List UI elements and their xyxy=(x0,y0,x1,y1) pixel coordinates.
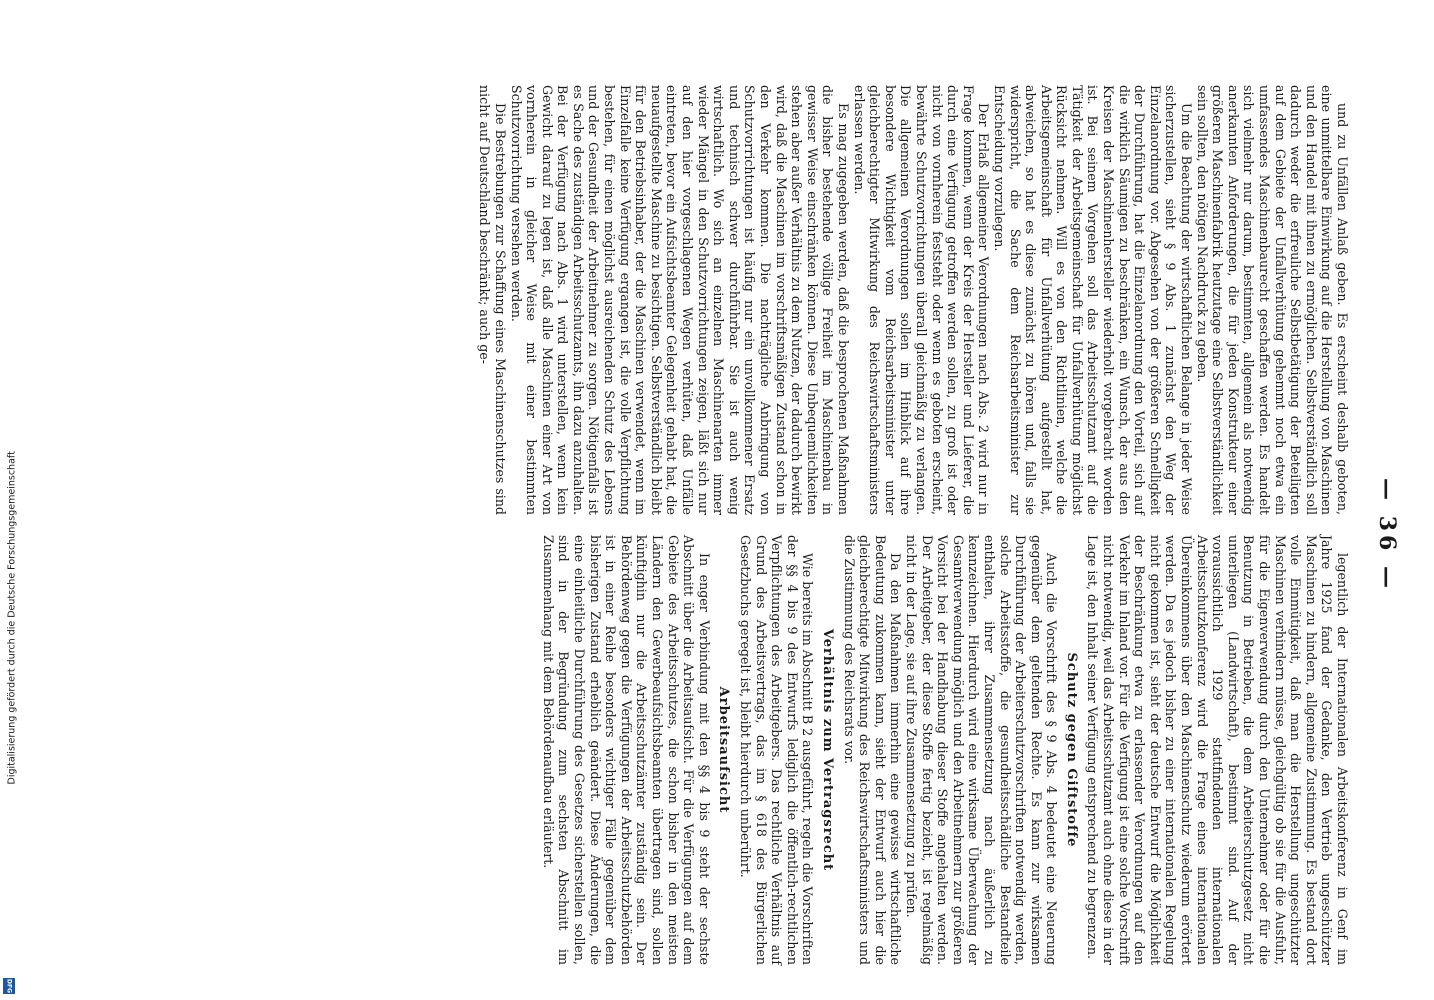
paragraph: Wie bereits im Abschnitt B 2 ausgeführt, regeln die Vorschriften der §§ 4 bis 9 des Entwurfs lediglich die öffentlich-rechtlichen Verpflichtungen des Arbeitgebers. Das rechtliche Verhältnis auf Grund des Arbeitsvertrags, das im § 618 des Bürgerlichen Gesetzbuchs geregelt ist, bleibt hierdurch unberührt. xyxy=(738,535,816,965)
section-heading: Verhältnis zum Vertragsrecht xyxy=(820,628,835,872)
paragraph: Es mag zugegeben werden, daß die besprochenen Maßnahmen die bisher bestehende völlige Freiheit im Maschinenbau in gewisser Weise einschränken können. Diese Unbequemlichkeiten stehen aber außer Verhältnis zu dem Nutzen, der dadurch bewirkt wird, daß die Maschinen im vorschriftsmäßigen Zustand schon in den Verkehr kommen. Die nachträgliche Anbringung von Schutzvorrichtungen ist häufig nur ein unvollkommener Ersatz und technisch schwer durchführbar. Sie ist auch wenig wirtschaftlich. Wo sich an einzelnen Maschinenarten immer wieder Mängel in den Schutzvorrichtungen zeigen, läßt sich nur auf den hier vorgeschlagenen Wegen verhüten, daß Unfälle eintreten, bevor ein Aufsichtsbeamter Gelegenheit gehabt hat, die neuaufgestellte Maschine zu besichtigen. Selbstverständlich bleibt für den Betriebsinhaber, der die Maschinen verwendet, wenn im Einzelfalle keine Verfügung ergangen ist, die volle Verpflichtung bestehen, für einen möglichst ausreichenden Schutz des Lebens und der Gesundheit der Arbeitnehmer zu sorgen. Nötigenfalls ist es Sache des zuständigen Arbeitsschutzamts, ihn dazu anzuhalten. Bei der Verfügung nach Abs. 1 wird unterstellen, wenn kein Gewicht darauf zu legen ist, daß alle Maschinen einer Art von vornherein in gleicher Weise mit einer bestimmten Schutzvorrichtung versehen werden. xyxy=(508,85,851,515)
paragraph: Um die Beachtung der wirtschaftlichen Belange in jeder Weise sicherzustellen, sieht § 9 Abs. 1 zunächst den Weg der Einzelanordnung vor. Abgesehen von der größeren Schnelligkeit der Durchführung, hat die Einzelanordnung den Vorteil, sich auf die wirklich Säumigen zu beschränken, ein Wunsch, der aus den Kreisen der Maschinenhersteller wiederholt vorgebracht worden ist. Bei seinem Vorgehen soll das Arbeitsschutzamt auf die Tätigkeit der Arbeitsgemeinschaft für Unfallverhütung möglichst Rücksicht nehmen. Will es von den Richtlinien, welche die Arbeitsgemeinschaft für Unfallverhütung aufgestellt hat, abweichen, so hat es diese zunächst zu hören und, falls sie widerspricht, die Sache dem Reichsarbeitsminister zur Entscheidung vorzulegen. xyxy=(991,85,1195,515)
left-column xyxy=(477,85,1350,515)
page-number: — 36 — xyxy=(1374,478,1400,592)
right-column xyxy=(540,535,1350,965)
paragraph: Die Bestrebungen zur Schaffung eines Maschinenschutzes sind nicht auf Deutschland beschränkt; auch ge- xyxy=(477,85,508,515)
digitization-credit xyxy=(2,0,18,1000)
paragraph: legentlich der Internationalen Arbeitskonferenz in Genf im Jahre 1925 fand der Gedanke, den Vertrieb ungeschützter Maschinen zu hindern, allgemeine Zustimmung. Es bestand dort volle Einmütigkeit, daß man die Herstellung ungeschützter Maschinen verhindern müsse, gleichgültig ob sie für die Ausfuhr, für die Eigenverwendung durch den Unternehmer oder für die Benutzung in Betrieben, die dem Arbeiterschutzgesetz nicht unterliegen (Landwirtschaft), bestimmt sind. Auf der voraussichtlich 1929 stattfindenden internationalen Arbeitsschutzkonferenz wird die Frage eines internationalen Übereinkommens über den Maschinenschutz wiederum erörtert werden. Da es jedoch bisher zu einer internationalen Regelung nicht gekommen ist, sieht der deutsche Entwurf die Möglichkeit der Beschränkung etwa zu erlassender Verordnungen auf den Verkehr im Inland vor. Für die Verfügung ist eine solche Vorschrift nicht notwendig, weil das Arbeitsschutzamt auch ohne diese in der Lage ist, den Inhalt seiner Verfügung entsprechend zu begrenzen. xyxy=(1085,535,1350,965)
paragraph: In enger Verbindung mit den §§ 4 bis 9 steht der sechste Abschnitt über die Arbeitsaufsicht. Für die Verfügungen auf dem Gebiete des Arbeitsschutzes, die schon bisher in den meisten Ländern den Gewerbeaufsichtsbeamten übertragen sind, sollen künftighin nur die Arbeitsschutzämter zuständig sein. Der Behördenweg gegen die Verfügungen der Arbeitsschutzbehörden ist in einer Reihe besonders wichtiger Fälle gegenüber dem bisherigen Zustand erheblich geändert. Diese Änderungen, die eine einheitliche Durchführung des Gesetzes sicherstellen sollen, sind in der Begründung zum sechsten Abschnitt im Zusammenhang mit dem Behördenaufbau erläutert. xyxy=(540,535,712,965)
paragraph: Auch die Vorschrift des § 9 Abs. 4 bedeutet eine Neuerung gegenüber dem geltenden Rechte. Es kann zur wirksamen Durchführung der Arbeiterschutzvorschriften notwendig werden, solche Arbeitsstoffe, die gesundheitsschädliche Bestandteile enthalten, ihrer Zusammensetzung nach äußerlich zu kennzeichnen. Hierdurch wird eine wirksame Überwachung der Gesamtverwendung möglich und den Arbeitnehmern zur größeren Vorsicht bei der Handhabung dieser Stoffe angehalten werden. Der Arbeitgeber, der diese Stoffe fertig bezieht, ist regelmäßig nicht in der Lage, sie auf ihre Zusammensetzung zu prüfen. xyxy=(903,535,1060,965)
rotated-text-block xyxy=(120,85,1400,985)
paragraph: Der Erlaß allgemeiner Verordnungen nach Abs. 2 wird nur in Frage kommen, wenn der Kreis der Hersteller und Lieferer, die durch eine Verfügung getroffen werden sollen, zu groß ist oder nicht von vornherein feststeht oder wenn es geboten erscheint, bewährte Schutzvorrichtungen überall gleichmäßig zu verlangen. Die allgemeinen Verordnungen sollen im Hinblick auf ihre besondere Wichtigkeit vom Reichsarbeitsminister unter gleichberechtigter Mitwirkung des Reichswirtschaftsministers erlassen werden. xyxy=(851,85,992,515)
dfg-logo: DFG xyxy=(3,978,15,994)
paragraph: und zu Unfällen Anlaß geben. Es erscheint deshalb geboten, eine unmittelbare Einwirkung auf die Herstellung von Maschinen und den Handel mit ihnen zu ermöglichen. Selbstverständlich soll dadurch weder die erfreuliche Selbstbetätigung der Beteiligten auf dem Gebiete der Unfallverhütung gehemmt noch etwa ein umfassendes Maschinenbaurecht geschaffen werden. Es handelt sich vielmehr nur darum, bestimmten, allgemein als notwendig anerkannten Anforderungen, die für jeden Konstrukteur einer größeren Maschinenfabrik heutzutage eine Selbstverständlichkeit sein sollten, den nötigen Nachdruck zu geben. xyxy=(1194,85,1350,515)
section-heading: Arbeitsaufsicht xyxy=(716,686,732,814)
paragraph: Da den Maßnahmen immerhin eine gewisse wirtschaftliche Bedeutung zukommen kann, sieht der Entwurf auch hier die gleichberechtigte Mitwirkung des Reichswirtschaftsministers und die Zustimmung des Reichsrats vor. xyxy=(841,535,904,965)
credit-text: Digitalisierung gefördert durch die Deutsche Forschungsgemeinschaft xyxy=(6,451,18,785)
section-heading: Schutz gegen Giftstoffe xyxy=(1063,652,1079,848)
